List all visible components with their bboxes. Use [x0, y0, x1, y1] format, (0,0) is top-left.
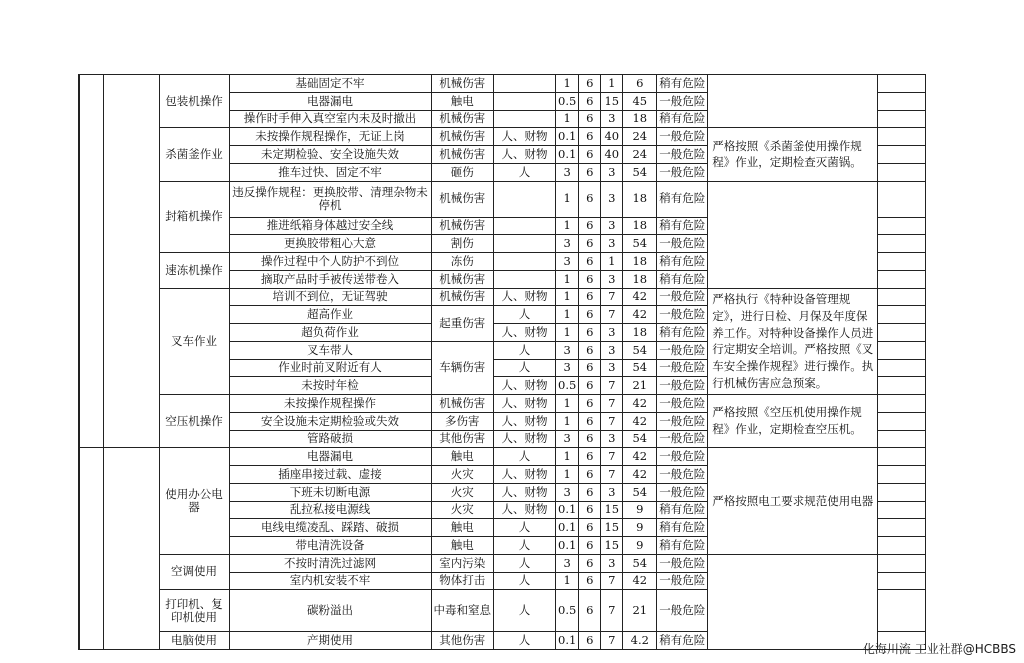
c-value-cell: 3	[601, 163, 623, 181]
l-value-cell: 0.5	[556, 377, 579, 395]
c-value-cell: 40	[601, 146, 623, 164]
e-value-cell: 6	[579, 632, 601, 650]
c-value-cell: 3	[601, 359, 623, 377]
l-value-cell: 0.1	[556, 146, 579, 164]
accident-type-cell: 其他伤害	[431, 430, 494, 448]
blank-cell	[878, 128, 926, 146]
l-value-cell: 0.1	[556, 501, 579, 519]
activity-cell: 使用办公电器	[159, 448, 229, 555]
blank-cell	[878, 377, 926, 395]
risk-level-cell: 一般危险	[657, 448, 708, 466]
target-cell: 人	[494, 341, 556, 359]
accident-type-cell: 机械伤害	[431, 395, 494, 413]
blank-cell	[878, 146, 926, 164]
accident-type-cell: 中毒和窒息	[431, 590, 494, 632]
target-cell: 人	[494, 359, 556, 377]
hazard-cell: 未按操作规程操作	[229, 395, 431, 413]
d-value-cell: 4.2	[623, 632, 657, 650]
hazard-cell: 插座串接过载、虚接	[229, 466, 431, 484]
d-value-cell: 42	[623, 288, 657, 306]
c-value-cell: 7	[601, 395, 623, 413]
e-value-cell: 6	[579, 288, 601, 306]
l-value-cell: 3	[556, 359, 579, 377]
target-cell	[494, 92, 556, 110]
hazard-cell: 推进纸箱身体越过安全线	[229, 217, 431, 235]
hazard-cell: 摘取产品时手被传送带卷入	[229, 270, 431, 288]
hazard-cell: 未按操作规程操作，无证上岗	[229, 128, 431, 146]
blank-cell	[878, 359, 926, 377]
hazard-cell: 违反操作规程：更换胶带、清理杂物未停机	[229, 181, 431, 217]
l-value-cell: 1	[556, 412, 579, 430]
e-value-cell: 6	[579, 412, 601, 430]
l-value-cell: 1	[556, 324, 579, 342]
c-value-cell: 3	[601, 341, 623, 359]
activity-cell: 包装机操作	[159, 75, 229, 128]
risk-level-cell: 一般危险	[657, 146, 708, 164]
target-cell: 人、财物	[494, 146, 556, 164]
hazard-cell: 作业时前叉附近有人	[229, 359, 431, 377]
c-value-cell: 7	[601, 288, 623, 306]
c-value-cell: 1	[601, 253, 623, 271]
e-value-cell: 6	[579, 110, 601, 128]
hazard-cell: 更换胶带粗心大意	[229, 235, 431, 253]
d-value-cell: 18	[623, 253, 657, 271]
risk-level-cell: 稍有危险	[657, 501, 708, 519]
risk-level-cell: 一般危险	[657, 590, 708, 632]
l-value-cell: 3	[556, 253, 579, 271]
risk-level-cell: 稍有危险	[657, 75, 708, 93]
outer-blank-cell	[103, 75, 159, 448]
activity-cell: 速冻机操作	[159, 253, 229, 289]
risk-level-cell: 稍有危险	[657, 324, 708, 342]
l-value-cell: 1	[556, 217, 579, 235]
table-row	[79, 554, 926, 572]
risk-level-cell: 稍有危险	[657, 270, 708, 288]
risk-level-cell: 一般危险	[657, 377, 708, 395]
risk-level-cell: 稍有危险	[657, 110, 708, 128]
c-value-cell: 7	[601, 466, 623, 484]
d-value-cell: 18	[623, 217, 657, 235]
table-row	[79, 128, 926, 146]
e-value-cell: 6	[579, 163, 601, 181]
accident-type-cell: 车辆伤害	[431, 341, 494, 394]
table-row	[79, 75, 926, 93]
d-value-cell: 54	[623, 483, 657, 501]
target-cell	[494, 270, 556, 288]
hazard-cell: 基础固定不牢	[229, 75, 431, 93]
risk-level-cell: 稍有危险	[657, 253, 708, 271]
c-value-cell: 7	[601, 632, 623, 650]
risk-level-cell: 一般危险	[657, 412, 708, 430]
d-value-cell: 21	[623, 590, 657, 632]
risk-level-cell: 稍有危险	[657, 519, 708, 537]
target-cell: 人、财物	[494, 430, 556, 448]
risk-level-cell: 一般危险	[657, 572, 708, 590]
control-measure-cell	[708, 554, 878, 649]
risk-level-cell: 一般危险	[657, 288, 708, 306]
risk-level-cell: 一般危险	[657, 466, 708, 484]
target-cell	[494, 110, 556, 128]
target-cell: 人、财物	[494, 395, 556, 413]
risk-level-cell: 一般危险	[657, 483, 708, 501]
blank-cell	[878, 554, 926, 572]
accident-type-cell: 多伤害	[431, 412, 494, 430]
blank-cell	[878, 572, 926, 590]
accident-type-cell: 起重伤害	[431, 306, 494, 342]
control-measure-cell: 严格按照电工要求规范使用电器	[708, 448, 878, 555]
d-value-cell: 45	[623, 92, 657, 110]
accident-type-cell: 机械伤害	[431, 110, 494, 128]
d-value-cell: 18	[623, 324, 657, 342]
accident-type-cell: 冻伤	[431, 253, 494, 271]
risk-level-cell: 稍有危险	[657, 217, 708, 235]
blank-cell	[878, 306, 926, 324]
blank-cell	[878, 235, 926, 253]
outer-blank-cell	[79, 448, 103, 650]
e-value-cell: 6	[579, 448, 601, 466]
d-value-cell: 54	[623, 341, 657, 359]
d-value-cell: 42	[623, 306, 657, 324]
target-cell	[494, 235, 556, 253]
control-measure-cell: 严格按照《空压机使用操作规程》作业，定期检查空压机。	[708, 395, 878, 448]
d-value-cell: 54	[623, 235, 657, 253]
accident-type-cell: 机械伤害	[431, 75, 494, 93]
hazard-cell: 推车过快、固定不牢	[229, 163, 431, 181]
risk-level-cell: 一般危险	[657, 163, 708, 181]
table-row	[79, 181, 926, 217]
table-row	[79, 288, 926, 306]
accident-type-cell: 机械伤害	[431, 146, 494, 164]
accident-type-cell: 其他伤害	[431, 632, 494, 650]
target-cell: 人	[494, 590, 556, 632]
d-value-cell: 54	[623, 163, 657, 181]
l-value-cell: 1	[556, 306, 579, 324]
target-cell: 人、财物	[494, 483, 556, 501]
target-cell	[494, 217, 556, 235]
accident-type-cell: 机械伤害	[431, 288, 494, 306]
hazard-cell: 带电清洗设备	[229, 537, 431, 555]
blank-cell	[878, 110, 926, 128]
d-value-cell: 9	[623, 519, 657, 537]
e-value-cell: 6	[579, 430, 601, 448]
c-value-cell: 7	[601, 448, 623, 466]
target-cell: 人、财物	[494, 466, 556, 484]
e-value-cell: 6	[579, 537, 601, 555]
c-value-cell: 15	[601, 92, 623, 110]
d-value-cell: 9	[623, 537, 657, 555]
d-value-cell: 42	[623, 448, 657, 466]
target-cell: 人	[494, 306, 556, 324]
l-value-cell: 1	[556, 181, 579, 217]
blank-cell	[878, 395, 926, 413]
c-value-cell: 7	[601, 590, 623, 632]
e-value-cell: 6	[579, 572, 601, 590]
e-value-cell: 6	[579, 519, 601, 537]
blank-cell	[878, 288, 926, 306]
accident-type-cell: 机械伤害	[431, 217, 494, 235]
c-value-cell: 3	[601, 235, 623, 253]
blank-cell	[878, 537, 926, 555]
control-measure-cell: 严格执行《特种设备管理规定》，进行日检、月保及年度保养工作。对特种设备操作人员进行定期安全培训。严格按照《叉车安全操作规程》进行操作。执行机械伤害应急预案。	[708, 288, 878, 395]
blank-cell	[878, 163, 926, 181]
risk-level-cell: 稍有危险	[657, 537, 708, 555]
e-value-cell: 6	[579, 128, 601, 146]
accident-type-cell: 触电	[431, 448, 494, 466]
blank-cell	[878, 412, 926, 430]
blank-cell	[878, 324, 926, 342]
e-value-cell: 6	[579, 590, 601, 632]
blank-cell	[878, 501, 926, 519]
d-value-cell: 9	[623, 501, 657, 519]
accident-type-cell: 火灾	[431, 483, 494, 501]
target-cell: 人	[494, 519, 556, 537]
accident-type-cell: 火灾	[431, 501, 494, 519]
target-cell: 人、财物	[494, 412, 556, 430]
d-value-cell: 6	[623, 75, 657, 93]
target-cell: 人	[494, 163, 556, 181]
accident-type-cell: 触电	[431, 92, 494, 110]
hazard-cell: 电器漏电	[229, 448, 431, 466]
e-value-cell: 6	[579, 75, 601, 93]
c-value-cell: 3	[601, 483, 623, 501]
target-cell: 人、财物	[494, 501, 556, 519]
l-value-cell: 3	[556, 341, 579, 359]
hazard-cell: 室内机安装不牢	[229, 572, 431, 590]
target-cell: 人	[494, 572, 556, 590]
l-value-cell: 0.1	[556, 128, 579, 146]
target-cell: 人、财物	[494, 128, 556, 146]
d-value-cell: 24	[623, 146, 657, 164]
e-value-cell: 6	[579, 253, 601, 271]
e-value-cell: 6	[579, 466, 601, 484]
l-value-cell: 0.5	[556, 590, 579, 632]
blank-cell	[878, 590, 926, 632]
c-value-cell: 3	[601, 181, 623, 217]
target-cell: 人、财物	[494, 377, 556, 395]
watermark: 化海川流 工业社群@HCBBS	[862, 642, 1016, 656]
l-value-cell: 3	[556, 163, 579, 181]
blank-cell	[878, 483, 926, 501]
activity-cell: 空压机操作	[159, 395, 229, 448]
c-value-cell: 3	[601, 217, 623, 235]
control-measure-cell: 严格按照《杀菌釜使用操作规程》作业，定期检查灭菌锅。	[708, 128, 878, 181]
blank-cell	[878, 217, 926, 235]
blank-cell	[878, 253, 926, 271]
l-value-cell: 1	[556, 448, 579, 466]
d-value-cell: 42	[623, 395, 657, 413]
risk-level-cell: 一般危险	[657, 341, 708, 359]
hazard-cell: 超高作业	[229, 306, 431, 324]
hazard-cell: 叉车带人	[229, 341, 431, 359]
c-value-cell: 7	[601, 412, 623, 430]
target-cell	[494, 181, 556, 217]
l-value-cell: 0.5	[556, 92, 579, 110]
l-value-cell: 3	[556, 430, 579, 448]
l-value-cell: 0.1	[556, 537, 579, 555]
hazard-cell: 管路破损	[229, 430, 431, 448]
activity-cell: 杀菌釜作业	[159, 128, 229, 181]
hazard-cell: 培训不到位，无证驾驶	[229, 288, 431, 306]
e-value-cell: 6	[579, 483, 601, 501]
hazard-cell: 未定期检验、安全设施失效	[229, 146, 431, 164]
target-cell: 人	[494, 448, 556, 466]
c-value-cell: 3	[601, 430, 623, 448]
e-value-cell: 6	[579, 146, 601, 164]
e-value-cell: 6	[579, 217, 601, 235]
c-value-cell: 3	[601, 110, 623, 128]
e-value-cell: 6	[579, 395, 601, 413]
d-value-cell: 18	[623, 110, 657, 128]
l-value-cell: 1	[556, 466, 579, 484]
c-value-cell: 3	[601, 324, 623, 342]
accident-type-cell: 机械伤害	[431, 181, 494, 217]
target-cell	[494, 75, 556, 93]
target-cell: 人	[494, 554, 556, 572]
l-value-cell: 3	[556, 235, 579, 253]
table-row	[79, 395, 926, 413]
blank-cell	[878, 448, 926, 466]
outer-blank-cell	[79, 75, 103, 448]
hazard-cell: 电线电缆凌乱、踩踏、破损	[229, 519, 431, 537]
risk-level-cell: 一般危险	[657, 359, 708, 377]
d-value-cell: 42	[623, 572, 657, 590]
d-value-cell: 54	[623, 359, 657, 377]
c-value-cell: 7	[601, 377, 623, 395]
d-value-cell: 18	[623, 181, 657, 217]
risk-assessment-table	[78, 74, 926, 650]
hazard-cell: 安全设施未定期检验或失效	[229, 412, 431, 430]
hazard-cell: 操作过程中个人防护不到位	[229, 253, 431, 271]
control-measure-cell	[708, 181, 878, 288]
hazard-cell: 不按时清洗过滤网	[229, 554, 431, 572]
hazard-cell: 操作时手伸入真空室内未及时撤出	[229, 110, 431, 128]
l-value-cell: 0.1	[556, 519, 579, 537]
activity-cell: 叉车作业	[159, 288, 229, 395]
accident-type-cell: 砸伤	[431, 163, 494, 181]
accident-type-cell: 物体打击	[431, 572, 494, 590]
l-value-cell: 1	[556, 270, 579, 288]
blank-cell	[878, 92, 926, 110]
target-cell: 人	[494, 537, 556, 555]
d-value-cell: 21	[623, 377, 657, 395]
c-value-cell: 1	[601, 75, 623, 93]
blank-cell	[878, 466, 926, 484]
blank-cell	[878, 519, 926, 537]
e-value-cell: 6	[579, 270, 601, 288]
activity-cell: 空调使用	[159, 554, 229, 590]
l-value-cell: 1	[556, 395, 579, 413]
c-value-cell: 3	[601, 554, 623, 572]
blank-cell	[878, 181, 926, 217]
l-value-cell: 3	[556, 483, 579, 501]
c-value-cell: 15	[601, 501, 623, 519]
activity-cell: 打印机、复印机使用	[159, 590, 229, 632]
e-value-cell: 6	[579, 181, 601, 217]
control-measure-cell	[708, 75, 878, 128]
risk-level-cell: 一般危险	[657, 306, 708, 324]
hazard-cell: 乱拉私接电源线	[229, 501, 431, 519]
target-cell: 人	[494, 632, 556, 650]
d-value-cell: 24	[623, 128, 657, 146]
e-value-cell: 6	[579, 92, 601, 110]
e-value-cell: 6	[579, 554, 601, 572]
risk-level-cell: 一般危险	[657, 395, 708, 413]
accident-type-cell: 室内污染	[431, 554, 494, 572]
risk-level-cell: 一般危险	[657, 128, 708, 146]
e-value-cell: 6	[579, 501, 601, 519]
l-value-cell: 1	[556, 288, 579, 306]
hazard-cell: 超负荷作业	[229, 324, 431, 342]
e-value-cell: 6	[579, 306, 601, 324]
target-cell	[494, 253, 556, 271]
e-value-cell: 6	[579, 377, 601, 395]
d-value-cell: 42	[623, 412, 657, 430]
accident-type-cell: 触电	[431, 537, 494, 555]
l-value-cell: 1	[556, 110, 579, 128]
outer-blank-cell	[103, 448, 159, 650]
c-value-cell: 7	[601, 306, 623, 324]
e-value-cell: 6	[579, 341, 601, 359]
hazard-cell: 下班未切断电源	[229, 483, 431, 501]
hazard-cell: 电器漏电	[229, 92, 431, 110]
risk-level-cell: 一般危险	[657, 235, 708, 253]
e-value-cell: 6	[579, 324, 601, 342]
d-value-cell: 54	[623, 430, 657, 448]
d-value-cell: 54	[623, 554, 657, 572]
risk-level-cell: 稍有危险	[657, 181, 708, 217]
c-value-cell: 15	[601, 519, 623, 537]
l-value-cell: 1	[556, 572, 579, 590]
blank-cell	[878, 270, 926, 288]
risk-level-cell: 稍有危险	[657, 632, 708, 650]
table-row	[79, 448, 926, 466]
c-value-cell: 3	[601, 270, 623, 288]
e-value-cell: 6	[579, 235, 601, 253]
risk-level-cell: 一般危险	[657, 430, 708, 448]
e-value-cell: 6	[579, 359, 601, 377]
l-value-cell: 0.1	[556, 632, 579, 650]
l-value-cell: 3	[556, 554, 579, 572]
risk-level-cell: 一般危险	[657, 92, 708, 110]
accident-type-cell: 割伤	[431, 235, 494, 253]
blank-cell	[878, 430, 926, 448]
risk-level-cell: 一般危险	[657, 554, 708, 572]
blank-cell	[878, 341, 926, 359]
hazard-cell: 碳粉溢出	[229, 590, 431, 632]
accident-type-cell: 触电	[431, 519, 494, 537]
hazard-cell: 产期使用	[229, 632, 431, 650]
d-value-cell: 18	[623, 270, 657, 288]
blank-cell	[878, 75, 926, 93]
d-value-cell: 42	[623, 466, 657, 484]
c-value-cell: 7	[601, 572, 623, 590]
c-value-cell: 15	[601, 537, 623, 555]
hazard-cell: 未按时年检	[229, 377, 431, 395]
activity-cell: 电脑使用	[159, 632, 229, 650]
target-cell: 人、财物	[494, 288, 556, 306]
target-cell: 人、财物	[494, 324, 556, 342]
c-value-cell: 40	[601, 128, 623, 146]
accident-type-cell: 机械伤害	[431, 128, 494, 146]
l-value-cell: 1	[556, 75, 579, 93]
activity-cell: 封箱机操作	[159, 181, 229, 253]
accident-type-cell: 机械伤害	[431, 270, 494, 288]
accident-type-cell: 火灾	[431, 466, 494, 484]
